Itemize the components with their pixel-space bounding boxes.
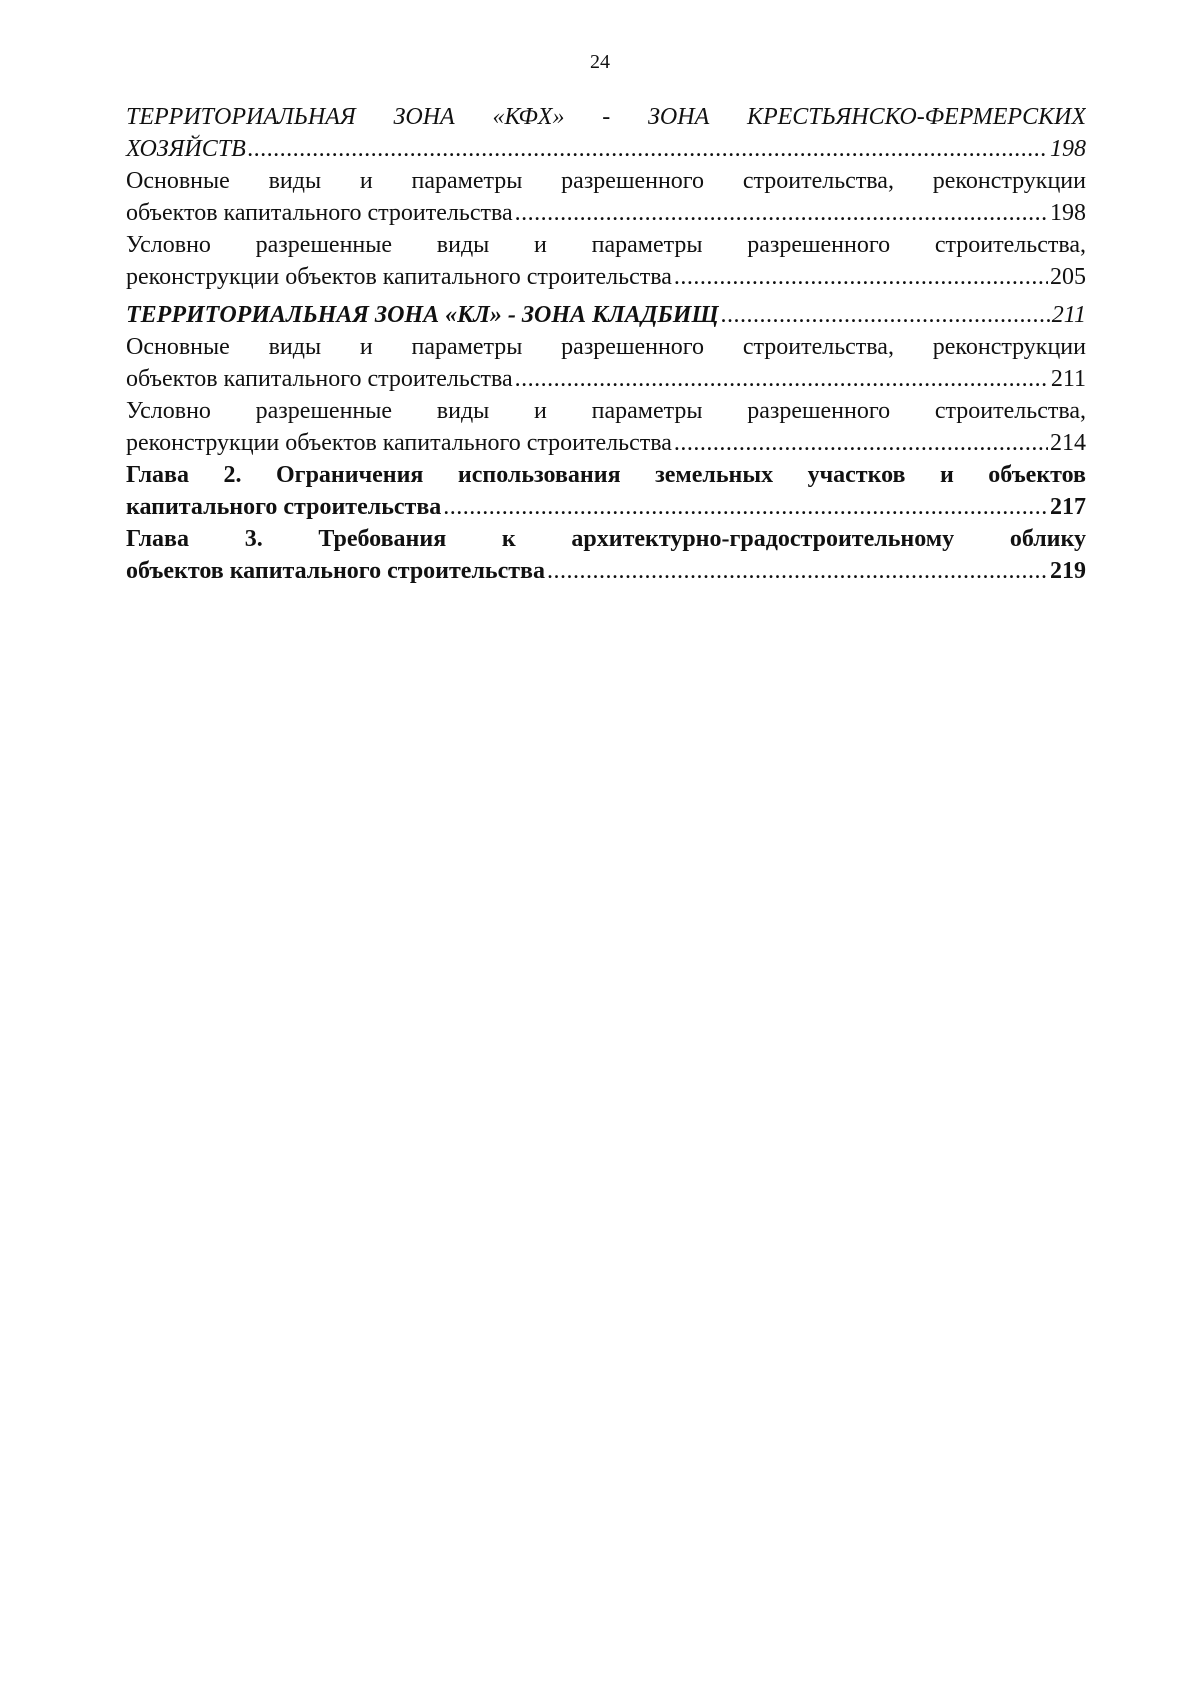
toc-page-number: 219 [1050, 558, 1086, 584]
toc-entry-text: ХОЗЯЙСТВ [126, 136, 246, 162]
toc-entry-last-line [126, 427, 1086, 459]
toc-page-number: 217 [1050, 494, 1086, 520]
toc-page-number: 211 [1051, 302, 1086, 328]
toc-entry-last-line [126, 261, 1086, 293]
toc-entry-kl-zone[interactable] [126, 299, 1086, 331]
toc-entry-text: Глава 3. Требования к архитектурно-градостроительному облику [126, 526, 1086, 552]
toc-leader-dots [720, 299, 1049, 331]
toc-page-number: 198 [1050, 136, 1086, 162]
toc-leader-dots [515, 197, 1048, 229]
toc-entry-text: Условно разрешенные виды и параметры разрешенного строительства, [126, 398, 1086, 424]
toc-page-number: 198 [1050, 200, 1086, 226]
toc-entry-text: реконструкции объектов капитального строительства [126, 264, 672, 290]
toc-entry-last-line [126, 363, 1086, 395]
toc-entry-text: Основные виды и параметры разрешенного строительства, реконструкции [126, 168, 1086, 194]
toc-entry-text: объектов капитального строительства [126, 366, 513, 392]
page-number: 24 [590, 51, 610, 73]
toc-entry-last-line [126, 133, 1086, 165]
toc-entry-text: реконструкции объектов капитального строительства [126, 430, 672, 456]
toc-entry-text: объектов капитального строительства [126, 200, 513, 226]
toc-leader-dots [674, 427, 1048, 459]
toc-entry-last-line [126, 299, 1086, 331]
toc-entry-text: ТЕРРИТОРИАЛЬНАЯ ЗОНА «КЛ» - ЗОНА КЛАДБИЩ [126, 302, 719, 328]
toc-entry-text: объектов капитального строительства [126, 558, 546, 584]
toc-entry-text: Основные виды и параметры разрешенного строительства, реконструкции [126, 334, 1086, 360]
toc-page-number: 214 [1050, 430, 1086, 456]
toc-entry-main-uses-kl[interactable] [126, 331, 1086, 395]
toc-page-number: 205 [1050, 264, 1086, 290]
toc-entry-conditional-uses-kfh[interactable] [126, 229, 1086, 293]
toc-entry-last-line [126, 491, 1086, 523]
toc-entry-last-line [126, 197, 1086, 229]
toc-entry-text: капитального строительства [126, 494, 442, 520]
toc-entry-main-uses-kfh[interactable] [126, 165, 1086, 229]
toc-entry-conditional-uses-kl[interactable] [126, 395, 1086, 459]
toc-entry-text: ТЕРРИТОРИАЛЬНАЯ ЗОНА «КФХ» - ЗОНА КРЕСТЬЯНСКО-ФЕРМЕРСКИХ [126, 104, 1086, 130]
toc-leader-dots [248, 133, 1048, 165]
toc-leader-dots [547, 555, 1048, 587]
toc-entry-last-line [126, 555, 1086, 587]
toc-entry-chapter-3[interactable] [126, 523, 1086, 587]
toc-page-number: 211 [1050, 366, 1086, 392]
toc-leader-dots [515, 363, 1049, 395]
toc-leader-dots [674, 261, 1048, 293]
toc-entry-chapter-2[interactable] [126, 459, 1086, 523]
toc-leader-dots [443, 491, 1048, 523]
toc-entry-text: Глава 2. Ограничения использования земельных участков и объектов [126, 462, 1086, 488]
toc-entry-kfh-zone[interactable] [126, 101, 1086, 165]
toc-entry-text: Условно разрешенные виды и параметры разрешенного строительства, [126, 232, 1086, 258]
table-of-contents [126, 101, 1086, 587]
